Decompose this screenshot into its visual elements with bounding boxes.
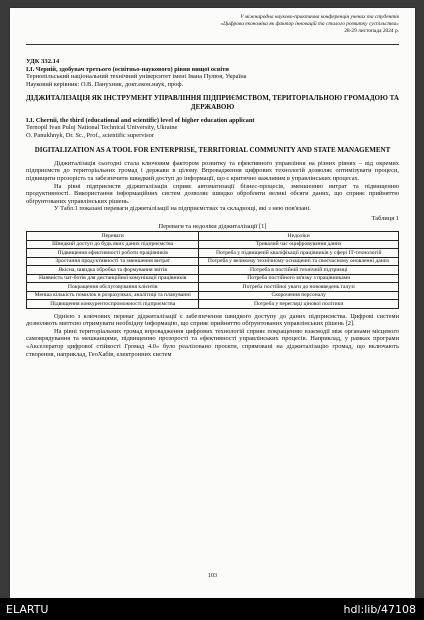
table-cell: Потреба у великому технічному оснащенні та своєчасному оновленні даних [199,257,399,266]
table-cell: Потреба постійної уваги до нововведень галузі [199,283,399,292]
table-row [27,257,399,266]
table-cell: Підвищення конкурентоспроможності підприємства [27,300,199,309]
table-header-row [27,232,399,241]
header-date: 28-29 листопада 2024 р. [344,28,399,34]
table-row [27,249,399,258]
supervisor-ua: Науковий керівник: О.В. Панухник, докт.екон.наук, проф. [26,80,184,88]
footer-bar [0,598,424,620]
advantages-table [26,231,399,309]
title-en: DIGITALIZATION AS A TOOL FOR ENTERPRISE, TERRITORIAL COMMUNITY AND STATE MANAGEMENT [34,145,391,154]
table-cell: Покращення обслуговування клієнтів [27,283,199,292]
paragraph: На рівні територіальних громад впровадження цифрових технологій сприяє покращенню взаємодії між органами місцевого самоврядування та мешканцями, підвищенню прозорості та ефективності управлінських процесів. Наприклад, у рамках програми «Акселератор цифрової стійкості Громад 4.0» було реалізовано проєкти, спрямовані на діджиталізацію громад, що включають створення, наприклад, ГеоХабів, електронних систем [26,327,399,358]
repository-name: ELARTU [6,603,49,616]
supervisor-en: O. Panukhnyk, Dr. Sc., Prof., scientific supervisor [26,131,154,139]
table-cell: Якісна, швидка обробка та формування звітів [27,266,199,275]
paragraph: У Табл.1 показані переваги діджиталізації на підприємствах та складнощі, які з нею пов'язані. [54,205,311,213]
author-ua: І.І. Черній, здобувач третього (освітньо-наукового) рівня вищої освіти [26,65,229,73]
table-cell: Менша кількість помилок в розрахунках, аналітиці та плануванні [27,291,199,300]
author-en: I.I. Chernii, the third (educational and scientific) level of higher education applicant [26,116,255,124]
paragraph: Діджиталізація сьогодні стала ключовим фактором розвитку та ефективного управління на різних рівнях – від окремих підприємств до територіальних громад і держави в цілому. Впровадження цифрових технологій дозволяє оптимізувати процеси, підвищити прозорість та забезпечити швидкий доступ до інформації, що є критично важливим в управлінських процесах. [26,159,399,182]
table-cell: Потреба у перегляді цінової політики [199,300,399,309]
table-header: Переваги [27,232,199,241]
table-row [27,240,399,249]
table-title: Переваги та недоліки діджиталізації [1] [158,222,267,230]
table-row [27,291,399,300]
article-body [26,58,399,358]
paragraph: Однією з ключових переваг діджиталізації є забезпечення швидкого доступу до даних підприємства. Цифрові системи дозволяють миттєво отримувати необхідну інформацію, що сприяє прийняттю обґрунтованих управлінських рішень [2]. [26,312,399,328]
table-cell: Підвищення ефективності роботи працівників [27,249,199,258]
table-caption: Таблиця 1 [371,214,399,222]
table-row [27,274,399,283]
table-cell: Скорочення персоналу [199,291,399,300]
document-page [10,8,415,598]
paragraph: На рівні підприємств діджиталізація сприяє автоматизації бізнес-процесів, зменшенню витрат та підвищенню продуктивності. Використання інформаційних систем дозволяє швидко обробляти великі обсяги даних, що сприяє прийняттю обґрунтованих управлінських рішень. [26,182,399,205]
udk-code: УДК 332.14 [26,58,60,65]
affiliation-ua: Тернопільський національний технічний університет імені Івана Пулюя, Україна [26,73,247,81]
title-ua: ДІДЖИТАЛІЗАЦІЯ ЯК ІНСТРУМЕНТ УПРАВЛІННЯ ПІДПРИЄМСТВОМ, ТЕРИТОРІАЛЬНОЮ ГРОМАДОЮ ТА ДЕРЖАВОЮ [26,94,399,111]
table-cell: Потреба в постійній технічній підтримці [199,266,399,275]
table-cell: Швидкий доступ до будь яких даних підприємства [27,240,199,249]
running-header [220,14,399,35]
header-line-1: V міжнародна науково-практична конференція учених та студентів [240,14,399,20]
header-divider [26,44,399,45]
table-cell: Зростання продуктивності та зменшення витрат [27,257,199,266]
table-header: Недоліки [199,232,399,241]
table-row [27,266,399,275]
affiliation-en: Ternopil Ivan Puluj National Technical University, Ukraine [26,124,178,132]
table-cell: Потреба у підвищеній кваліфікації працівників у сфері ІТ-технологій [199,249,399,258]
header-line-2: «Цифрова економіка як фактор інновацій та сталого розвитку суспільства» [220,21,399,27]
table-row [27,300,399,309]
page-number: 103 [207,572,218,579]
handle-id: hdl:lib/47108 [343,603,416,616]
table-row [27,283,399,292]
table-cell: Тривалий час оцифровування даних [199,240,399,249]
table-cell: Наявність чат-ботів для дистанційної комунікації працівників [27,274,199,283]
table-cell: Потреба постійного зв'язку з працівниками [199,274,399,283]
